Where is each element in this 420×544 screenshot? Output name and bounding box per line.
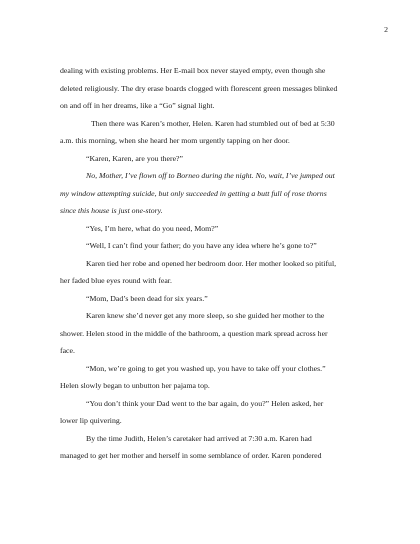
paragraph — [60, 360, 372, 395]
paragraph — [60, 62, 372, 115]
text-line: Karen knew she’d never get any more sleep, so she guided her mother to the — [86, 311, 325, 320]
text-line: lower lip quivering. — [60, 416, 122, 425]
text-line: “Karen, Karen, are you there?” — [86, 153, 183, 163]
body-text — [60, 62, 372, 465]
text-line: “Yes, I’m here, what do you need, Mom?” — [86, 223, 219, 233]
text-line: deleted religiously. The dry erase boards clogged with florescent green messages blinked — [60, 83, 338, 93]
text-line: “You don’t think your Dad went to the bar again, do you?” Helen asked, her — [86, 398, 324, 408]
page-number: 2 — [384, 25, 388, 34]
text-line: No, Mother, I’ve flown off to Borneo during the night. No, wait, I’ve jumped out — [86, 171, 335, 180]
text-line: a.m. this morning, when she heard her mom urgently tapping on her door. — [60, 136, 290, 145]
paragraph — [60, 255, 372, 290]
text-line: “Mon, we’re going to get you washed up, you have to take off your clothes.” — [86, 363, 326, 373]
text-line: my window attempting suicide, but only succeeded in getting a butt full of rose thorns — [60, 188, 327, 198]
text-line: dealing with existing problems. Her E-mail box never stayed empty, even though she — [60, 66, 326, 75]
text-line: shower. Helen stood in the middle of the bathroom, a question mark spread across her — [60, 328, 328, 338]
paragraph — [60, 290, 372, 308]
text-line: face. — [60, 346, 75, 355]
text-line: managed to get her mother and herself in some semblance of order. Karen pondered — [60, 451, 322, 460]
text-line: Then there was Karen’s mother, Helen. Karen had stumbled out of bed at 5:30 — [91, 118, 335, 128]
paragraph — [60, 150, 372, 168]
paragraph — [60, 430, 372, 465]
text-line: Helen slowly began to unbutton her pajama top. — [60, 381, 210, 390]
text-line: “Well, I can’t find your father; do you have any idea where he’s gone to?” — [86, 241, 317, 250]
paragraph — [60, 237, 372, 255]
text-line: on and off in her dreams, like a “Go” signal light. — [60, 101, 215, 110]
paragraph — [60, 307, 372, 360]
paragraph — [60, 115, 372, 150]
paragraph — [60, 167, 372, 220]
text-line: By the time Judith, Helen’s caretaker had arrived at 7:30 a.m. Karen had — [86, 433, 312, 443]
paragraph — [60, 220, 372, 238]
text-line: “Mom, Dad’s been dead for six years.” — [86, 293, 208, 303]
text-line: since this house is just one-story. — [60, 206, 163, 215]
text-line: Karen tied her robe and opened her bedroom door. Her mother looked so pitiful, — [86, 258, 337, 268]
paragraph — [60, 395, 372, 430]
text-line: her faded blue eyes round with fear. — [60, 276, 172, 285]
